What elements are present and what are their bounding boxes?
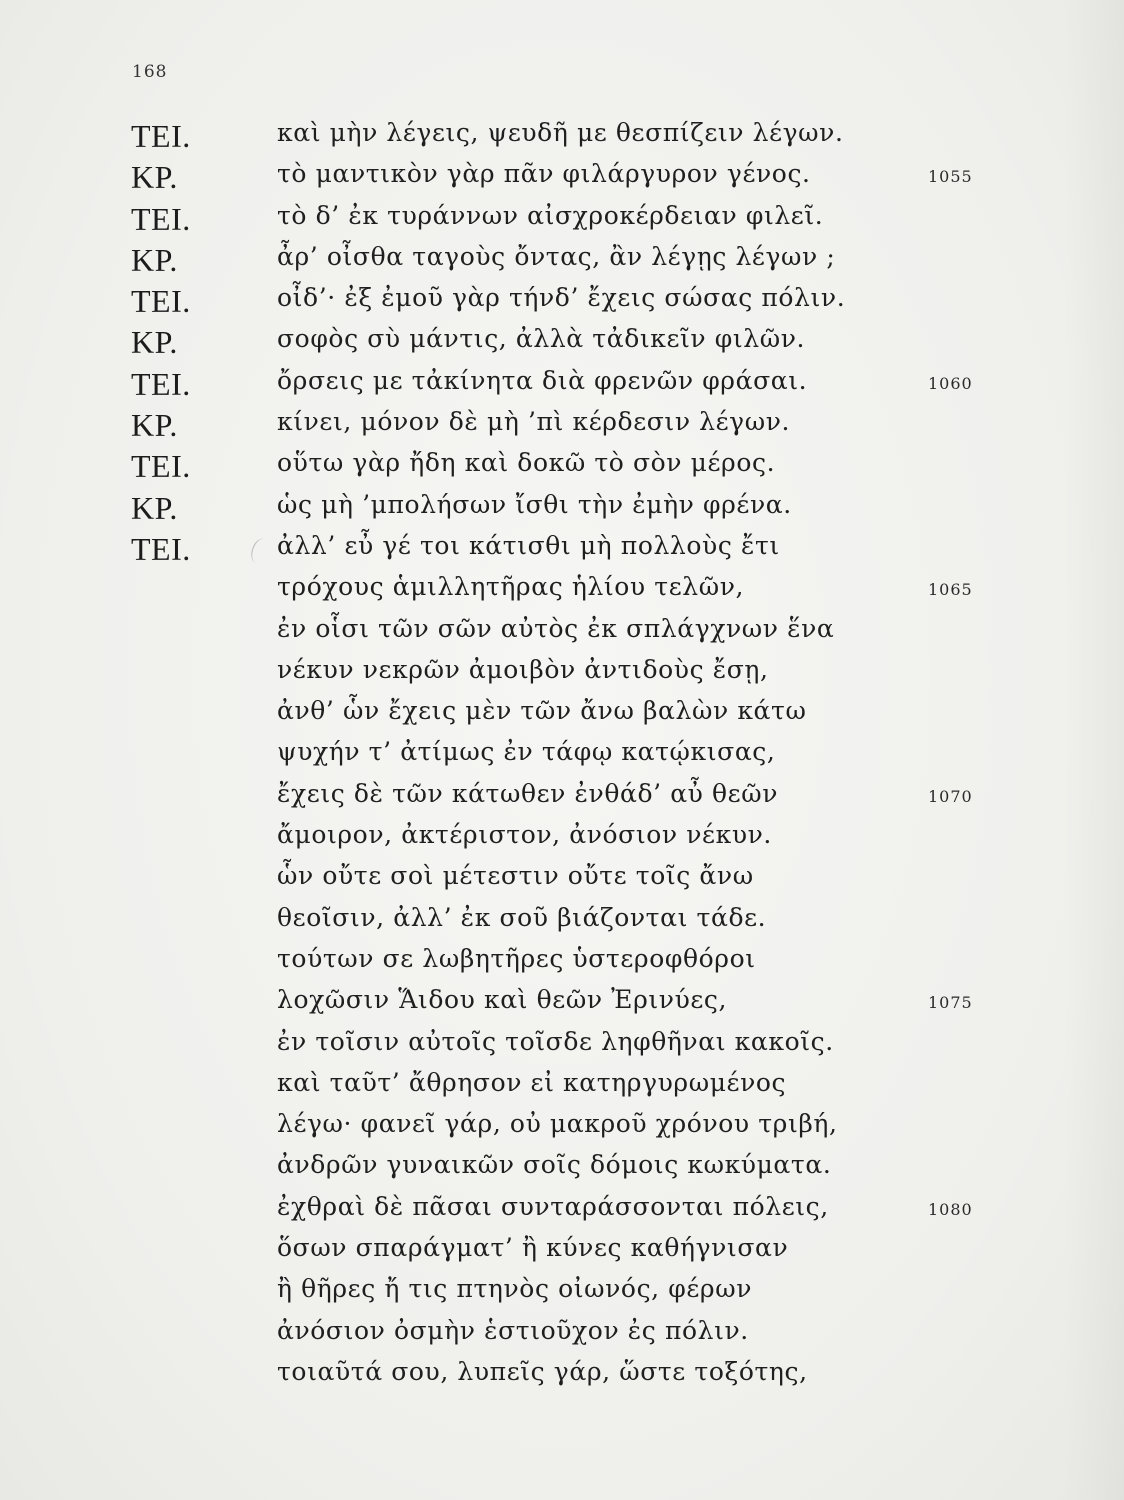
verse-text: ἆρ’ οἶσθα ταγοὺς ὄντας, ἂν λέγῃς λέγων ; (277, 241, 836, 271)
verse-text: τρόχους ἁμιλλητῆρας ἡλίου τελῶν, (277, 572, 745, 602)
verse-line (0, 1064, 1124, 1105)
verse-line (0, 197, 1124, 238)
verse-text: τὸ μαντικὸν γὰρ πᾶν φιλάργυρον γένος. (277, 159, 811, 189)
verse-text: ἐχθραὶ δὲ πᾶσαι συνταράσσονται πόλεις, (277, 1191, 829, 1221)
verse-text: λέγω· φανεῖ γάρ, οὐ μακροῦ χρόνου τριβή, (277, 1109, 838, 1139)
verse-line (0, 486, 1124, 527)
line-number: 1070 (928, 786, 973, 806)
verse-text: καὶ ταῦτ’ ἄθρησον εἰ κατηργυρωμένος (277, 1067, 787, 1097)
speaker-label: ΤΕΙ. (131, 365, 191, 402)
verse-line (0, 857, 1124, 898)
verse-text: νέκυν νεκρῶν ἀμοιβὸν ἀντιδοὺς ἔσῃ, (277, 654, 769, 684)
verse-line (0, 651, 1124, 692)
verse-text: ἐν οἷσι τῶν σῶν αὐτὸς ἐκ σπλάγχνων ἕνα (277, 613, 835, 643)
verse-text: ὡς μὴ ’μπολήσων ἴσθι τὴν ἐμὴν φρένα. (277, 489, 792, 519)
verse-line (0, 1188, 1124, 1229)
line-number: 1080 (928, 1199, 973, 1219)
verse-text: θεοῖσιν, ἀλλ’ ἐκ σοῦ βιάζονται τάδε. (277, 902, 767, 932)
verse-text: ἀνόσιον ὀσμὴν ἑστιοῦχον ἐς πόλιν. (277, 1315, 749, 1345)
verse-line (0, 1229, 1124, 1270)
verse-text: ψυχήν τ’ ἀτίμως ἐν τάφῳ κατῴκισας, (277, 737, 776, 767)
verse-line (0, 981, 1124, 1022)
speaker-label: ΤΕΙ. (131, 118, 191, 154)
line-number: 1065 (928, 580, 973, 600)
speaker-label: ΤΕΙ. (131, 530, 191, 567)
verse-line (0, 444, 1124, 485)
verse-line (0, 1312, 1124, 1353)
verse-line (0, 775, 1124, 816)
speaker-label: ΚΡ. (131, 407, 178, 444)
verse-text: ἀλλ’ εὖ γέ τοι κάτισθι μὴ πολλοὺς ἔτι (277, 530, 780, 560)
verse-text: καὶ μὴν λέγεις, ψευδῆ με θεσπίζειν λέγων. (277, 118, 844, 147)
line-number: 1055 (928, 167, 973, 187)
verse-text: ἄμοιρον, ἀκτέριστον, ἀνόσιον νέκυν. (277, 820, 772, 850)
speaker-label: ΚΡ. (131, 241, 178, 278)
verse-line (0, 1105, 1124, 1146)
verse-line (0, 1353, 1124, 1394)
verse-line (0, 610, 1124, 651)
verse-text: ἐν τοῖσιν αὐτοῖς τοῖσδε ληφθῆναι κακοῖς. (277, 1026, 834, 1056)
verse-line (0, 1023, 1124, 1064)
verse-line (0, 733, 1124, 774)
verse-text: τοιαῦτά σου, λυπεῖς γάρ, ὥστε τοξότης, (277, 1356, 808, 1386)
verse-line (0, 279, 1124, 320)
verse-line (0, 1146, 1124, 1187)
verse-line (0, 692, 1124, 733)
speaker-label: ΤΕΙ. (131, 448, 191, 485)
verse-lines (0, 114, 1124, 1394)
verse-line (0, 527, 1124, 568)
verse-text: ἀνδρῶν γυναικῶν σοῖς δόμοις κωκύματα. (277, 1150, 832, 1180)
verse-text: λοχῶσιν Ἅιδου καὶ θεῶν Ἐρινύες, (277, 985, 728, 1015)
verse-text: ὅσων σπαράγματ’ ἢ κύνες καθήγνισαν (277, 1233, 789, 1263)
verse-text: ἔχεις δὲ τῶν κάτωθεν ἐνθάδ’ αὖ θεῶν (277, 778, 779, 808)
speaker-label: ΤΕΙ. (131, 283, 191, 320)
verse-text: ἢ θῆρες ἤ τις πτηνὸς οἰωνός, φέρων (277, 1274, 753, 1304)
verse-line (0, 403, 1124, 444)
line-number: 1075 (928, 993, 973, 1013)
verse-text: σοφὸς σὺ μάντις, ἀλλὰ τἀδικεῖν φιλῶν. (277, 324, 806, 354)
speaker-label: ΤΕΙ. (131, 200, 191, 237)
verse-line (0, 816, 1124, 857)
page-number: 168 (132, 62, 168, 82)
verse-line (0, 568, 1124, 609)
verse-text: τούτων σε λωβητῆρες ὑστεροφθόροι (277, 943, 756, 973)
verse-line (0, 362, 1124, 403)
verse-text: τὸ δ’ ἐκ τυράννων αἰσχροκέρδειαν φιλεῖ. (277, 200, 824, 230)
verse-line (0, 320, 1124, 361)
verse-line (0, 940, 1124, 981)
verse-text: ὄρσεις με τἀκίνητα διὰ φρενῶν φράσαι. (277, 365, 808, 395)
verse-text: ἀνθ’ ὧν ἔχεις μὲν τῶν ἄνω βαλὼν κάτω (277, 696, 807, 726)
verse-text: ὧν οὔτε σοὶ μέτεστιν οὔτε τοῖς ἄνω (277, 861, 754, 891)
verse-text: οἶδ’· ἐξ ἐμοῦ γὰρ τήνδ’ ἔχεις σώσας πόλιν. (277, 283, 846, 313)
verse-line (0, 899, 1124, 940)
verse-line (0, 155, 1124, 196)
verse-line (0, 114, 1124, 155)
line-number: 1060 (928, 373, 973, 393)
verse-line (0, 238, 1124, 279)
verse-line (0, 1270, 1124, 1311)
speaker-label: ΚΡ. (131, 489, 178, 526)
speaker-label: ΚΡ. (131, 159, 178, 196)
speaker-label: ΚΡ. (131, 324, 178, 361)
verse-text: οὕτω γὰρ ἤδη καὶ δοκῶ τὸ σὸν μέρος. (277, 448, 776, 478)
verse-text: κίνει, μόνον δὲ μὴ ’πὶ κέρδεσιν λέγων. (277, 407, 791, 437)
